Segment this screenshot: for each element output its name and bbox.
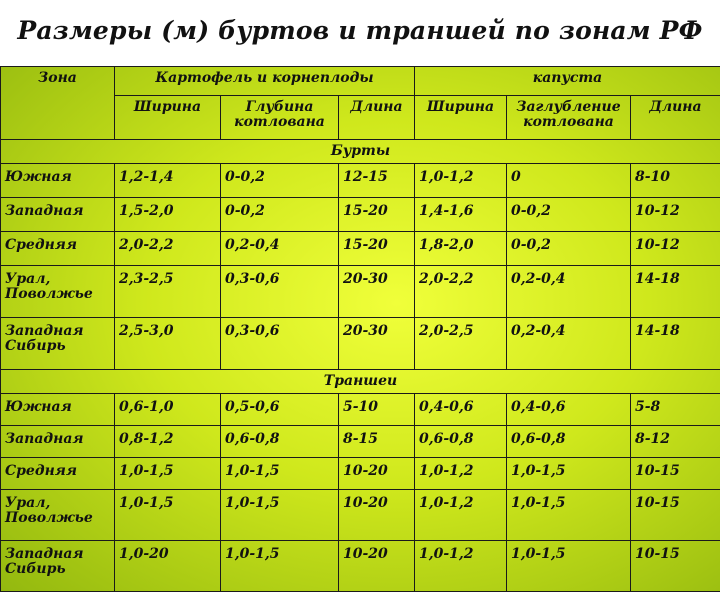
- potato-length-cell: 20-30: [339, 318, 415, 370]
- header-group-cabbage: капуста: [415, 67, 720, 96]
- potato-depth-cell: 0,5-0,6: [221, 394, 339, 426]
- table-row: [1, 198, 720, 232]
- header-potato-length: Длина: [339, 96, 415, 140]
- cabbage-depth-cell: 0,6-0,8: [507, 426, 631, 458]
- potato-width-cell: 2,3-2,5: [115, 266, 221, 318]
- potato-depth-cell: 0,6-0,8: [221, 426, 339, 458]
- potato-depth-cell: 0,3-0,6: [221, 266, 339, 318]
- section-row: [1, 370, 720, 394]
- table-row: [1, 318, 720, 370]
- cabbage-length-cell: 5-8: [631, 394, 720, 426]
- cabbage-depth-cell: 1,0-1,5: [507, 490, 631, 541]
- cabbage-depth-cell: 0,2-0,4: [507, 318, 631, 370]
- cabbage-length-cell: 14-18: [631, 266, 720, 318]
- cabbage-depth-cell: 1,0-1,5: [507, 541, 631, 592]
- potato-length-cell: 10-20: [339, 541, 415, 592]
- header-group-potato: Картофель и корнеплоды: [115, 67, 415, 96]
- potato-length-cell: 8-15: [339, 426, 415, 458]
- cabbage-depth-cell: 0,2-0,4: [507, 266, 631, 318]
- table-row: [1, 266, 720, 318]
- header-potato-depth: Глубина котлована: [221, 96, 339, 140]
- potato-depth-cell: 0,3-0,6: [221, 318, 339, 370]
- table-row: [1, 232, 720, 266]
- storage-sizes-table: [0, 66, 720, 592]
- zone-cell: Западная: [1, 198, 115, 232]
- potato-width-cell: 1,0-20: [115, 541, 221, 592]
- potato-width-cell: 1,2-1,4: [115, 164, 221, 198]
- header-cabbage-length: Длина: [631, 96, 720, 140]
- cabbage-depth-cell: 0: [507, 164, 631, 198]
- potato-depth-cell: 0-0,2: [221, 198, 339, 232]
- table-row: [1, 426, 720, 458]
- cabbage-depth-cell: 0-0,2: [507, 232, 631, 266]
- page-title: Размеры (м) буртов и траншей по зонам РФ: [0, 0, 720, 60]
- cabbage-width-cell: 0,4-0,6: [415, 394, 507, 426]
- zone-cell: Западная: [1, 426, 115, 458]
- cabbage-depth-cell: 1,0-1,5: [507, 458, 631, 490]
- cabbage-length-cell: 10-12: [631, 198, 720, 232]
- potato-length-cell: 10-20: [339, 490, 415, 541]
- zone-cell: Средняя: [1, 232, 115, 266]
- potato-width-cell: 1,0-1,5: [115, 490, 221, 541]
- section-row: [1, 140, 720, 164]
- zone-cell: Урал, Поволжье: [1, 266, 115, 318]
- cabbage-width-cell: 2,0-2,2: [415, 266, 507, 318]
- cabbage-width-cell: 0,6-0,8: [415, 426, 507, 458]
- potato-width-cell: 1,5-2,0: [115, 198, 221, 232]
- table-row: [1, 164, 720, 198]
- table-row: [1, 394, 720, 426]
- cabbage-width-cell: 1,0-1,2: [415, 458, 507, 490]
- potato-length-cell: 15-20: [339, 198, 415, 232]
- header-row-groups: [1, 67, 720, 96]
- cabbage-length-cell: 10-15: [631, 541, 720, 592]
- potato-depth-cell: 1,0-1,5: [221, 490, 339, 541]
- table-row: [1, 458, 720, 490]
- header-cabbage-depth: Заглубление котлована: [507, 96, 631, 140]
- zone-cell: Западная Сибирь: [1, 541, 115, 592]
- cabbage-width-cell: 1,0-1,2: [415, 490, 507, 541]
- cabbage-depth-cell: 0-0,2: [507, 198, 631, 232]
- zone-cell: Западная Сибирь: [1, 318, 115, 370]
- cabbage-width-cell: 2,0-2,5: [415, 318, 507, 370]
- potato-length-cell: 12-15: [339, 164, 415, 198]
- cabbage-length-cell: 10-15: [631, 490, 720, 541]
- potato-length-cell: 5-10: [339, 394, 415, 426]
- cabbage-length-cell: 8-12: [631, 426, 720, 458]
- potato-length-cell: 15-20: [339, 232, 415, 266]
- cabbage-depth-cell: 0,4-0,6: [507, 394, 631, 426]
- zone-cell: Южная: [1, 164, 115, 198]
- potato-width-cell: 0,6-1,0: [115, 394, 221, 426]
- header-zone: Зона: [1, 67, 115, 140]
- cabbage-width-cell: 1,8-2,0: [415, 232, 507, 266]
- potato-length-cell: 20-30: [339, 266, 415, 318]
- header-cabbage-width: Ширина: [415, 96, 507, 140]
- potato-width-cell: 2,5-3,0: [115, 318, 221, 370]
- cabbage-width-cell: 1,4-1,6: [415, 198, 507, 232]
- potato-depth-cell: 0,2-0,4: [221, 232, 339, 266]
- zone-cell: Средняя: [1, 458, 115, 490]
- header-potato-width: Ширина: [115, 96, 221, 140]
- section-label: Траншеи: [1, 370, 720, 394]
- potato-length-cell: 10-20: [339, 458, 415, 490]
- cabbage-length-cell: 8-10: [631, 164, 720, 198]
- table-row: [1, 541, 720, 592]
- potato-width-cell: 0,8-1,2: [115, 426, 221, 458]
- potato-depth-cell: 1,0-1,5: [221, 458, 339, 490]
- cabbage-length-cell: 14-18: [631, 318, 720, 370]
- cabbage-length-cell: 10-15: [631, 458, 720, 490]
- zone-cell: Урал, Поволжье: [1, 490, 115, 541]
- potato-width-cell: 2,0-2,2: [115, 232, 221, 266]
- cabbage-width-cell: 1,0-1,2: [415, 164, 507, 198]
- cabbage-width-cell: 1,0-1,2: [415, 541, 507, 592]
- zone-cell: Южная: [1, 394, 115, 426]
- table-row: [1, 490, 720, 541]
- cabbage-length-cell: 10-12: [631, 232, 720, 266]
- potato-depth-cell: 0-0,2: [221, 164, 339, 198]
- potato-width-cell: 1,0-1,5: [115, 458, 221, 490]
- section-label: Бурты: [1, 140, 720, 164]
- potato-depth-cell: 1,0-1,5: [221, 541, 339, 592]
